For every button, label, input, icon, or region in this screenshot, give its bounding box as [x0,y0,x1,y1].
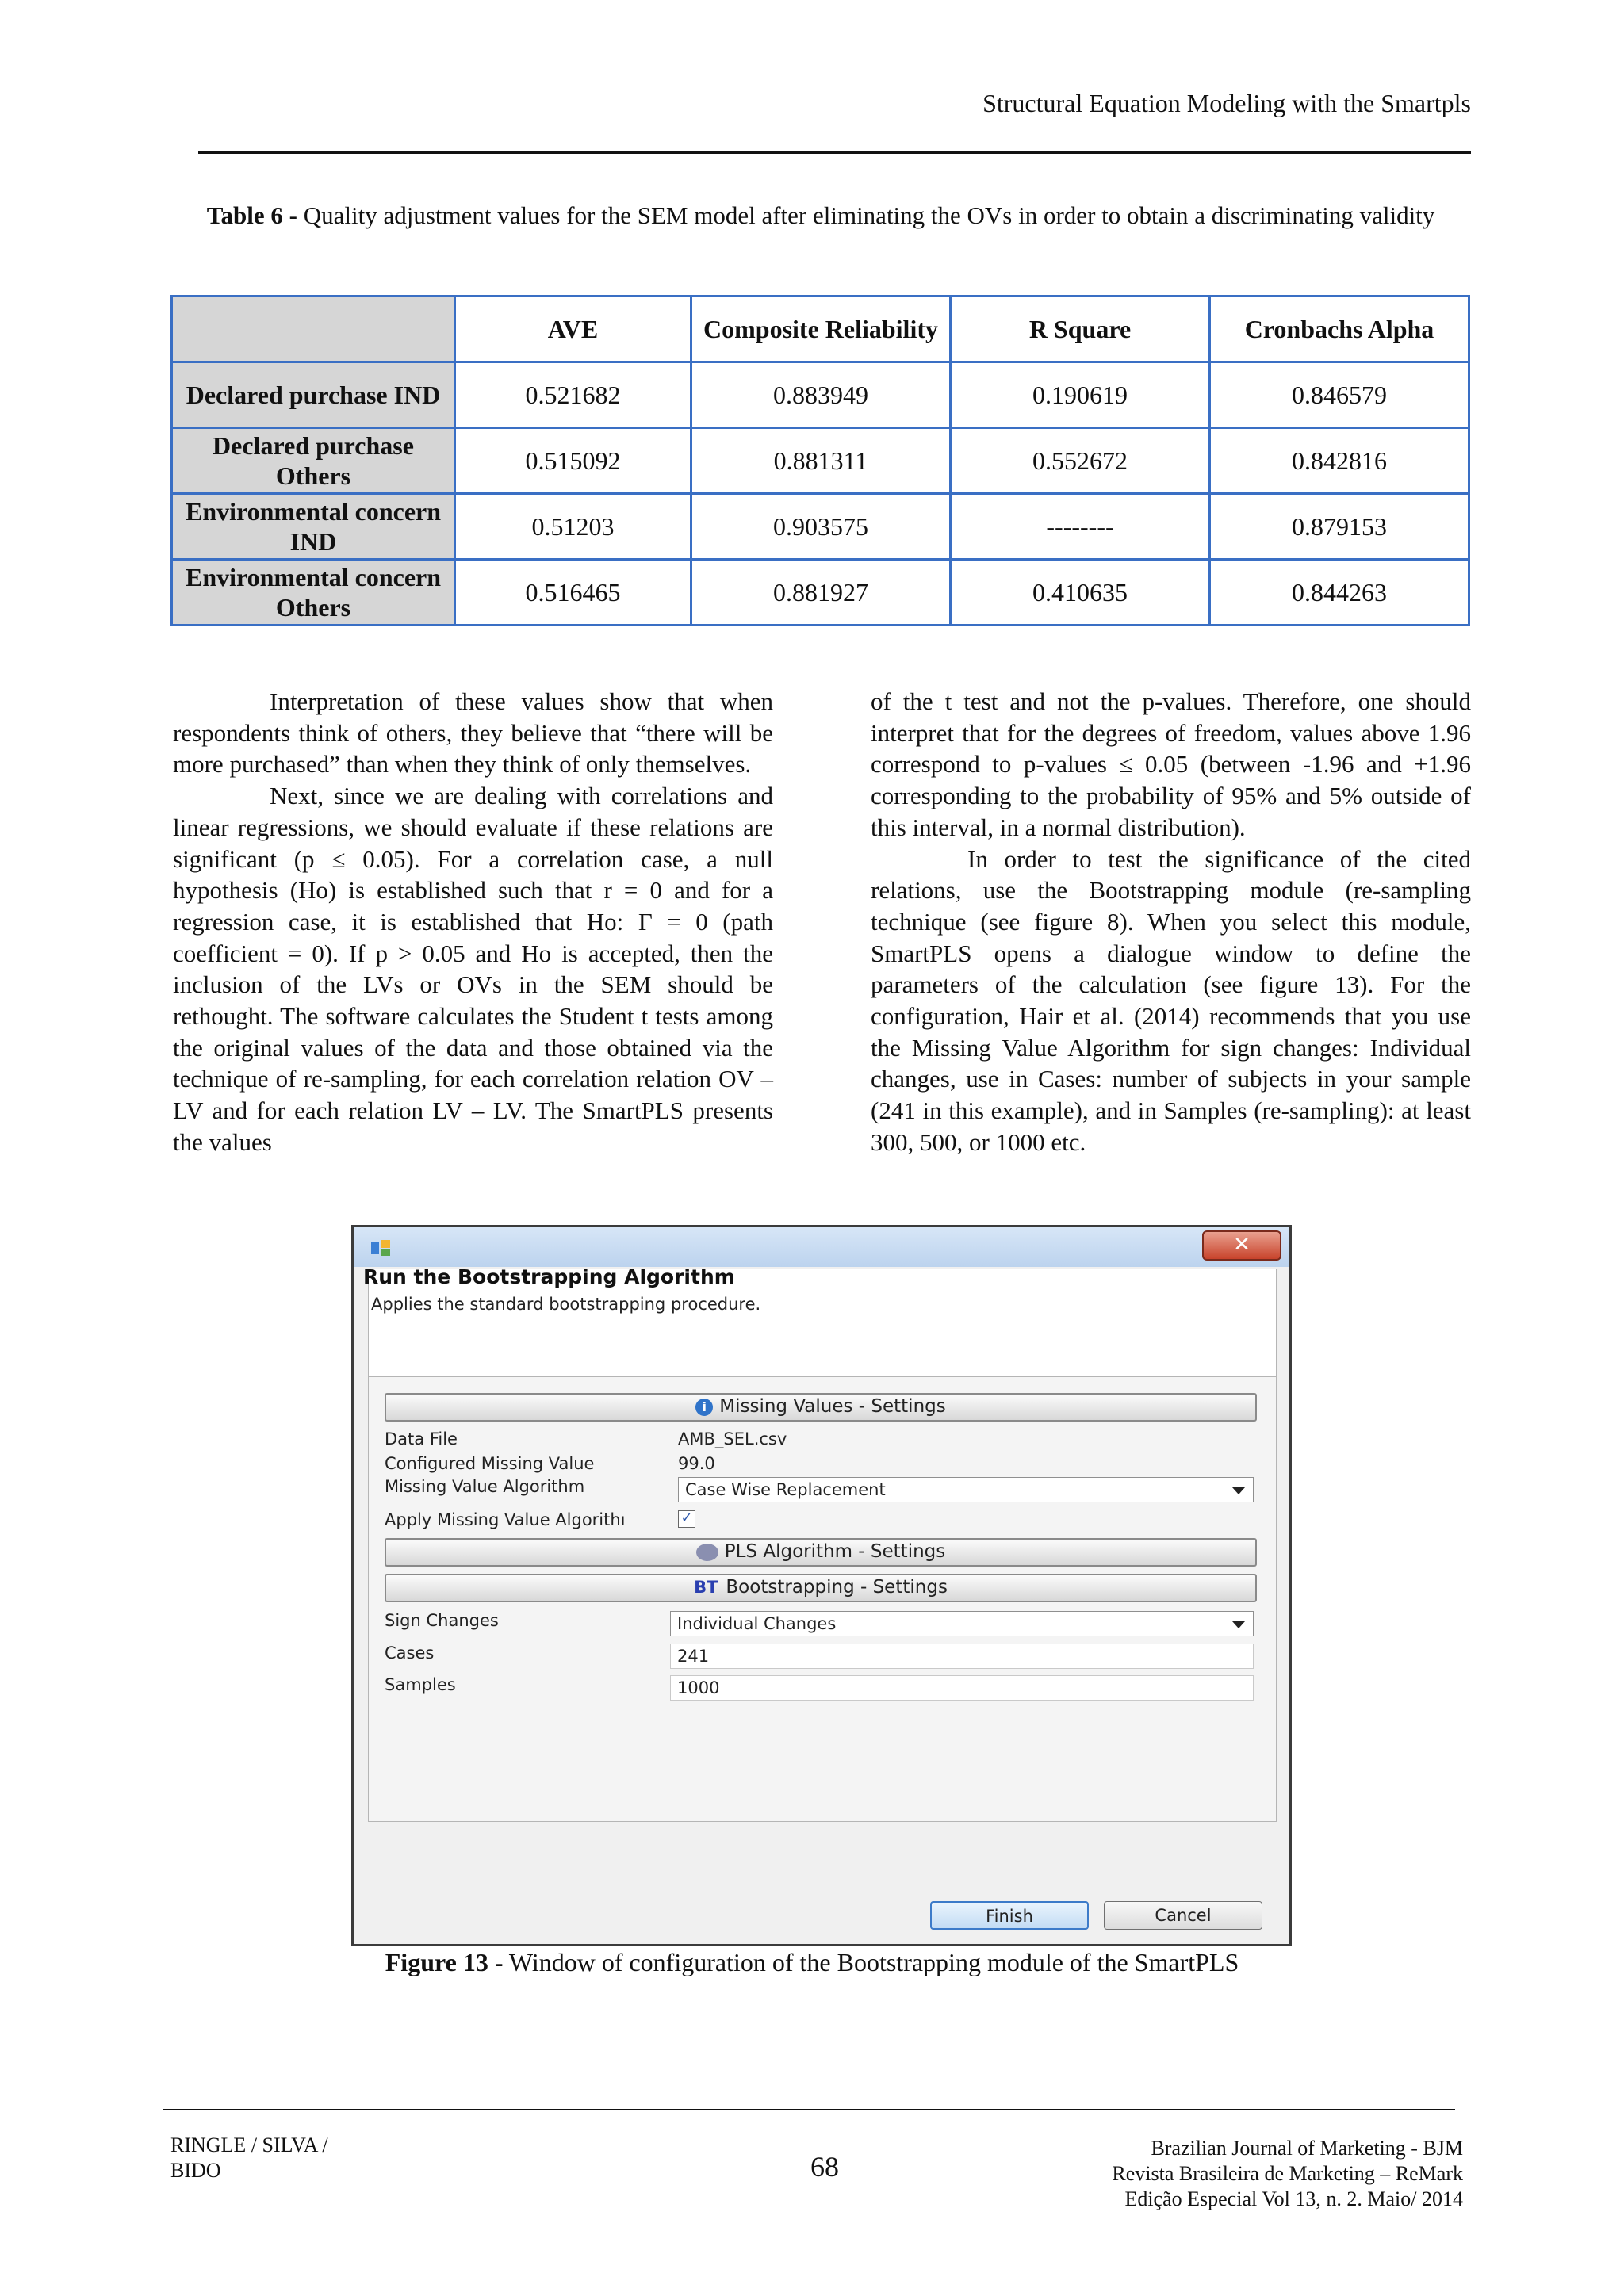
table-header-row [172,297,1469,362]
data-file-value: AMB_SEL.csv [678,1429,787,1448]
missing-algorithm-label: Missing Value Algorithm [385,1477,585,1496]
dialog-title: Run the Bootstrapping Algorithm [363,1265,735,1288]
table-cell: 0.903575 [691,494,951,560]
row-label: Declared purchase IND [172,362,455,428]
cases-input[interactable]: 241 [670,1644,1254,1669]
table-cell: 0.846579 [1210,362,1469,428]
section-label: Bootstrapping - Settings [726,1577,948,1598]
col-header-r-square: R Square [951,297,1210,362]
table-row [172,494,1469,560]
body-column-right [871,686,1471,1158]
table-corner-cell [172,297,455,362]
dialog-subtitle: Applies the standard bootstrapping procedure. [371,1295,761,1314]
finish-button[interactable]: Finish [930,1901,1089,1930]
footer-journal-line: Revista Brasileira de Marketing – ReMark [1112,2162,1463,2185]
page-number: 68 [810,2151,839,2183]
table-6-caption [170,200,1471,232]
select-value: Case Wise Replacement [685,1480,886,1499]
table-cell: 0.881927 [691,560,951,626]
apply-missing-label: Apply Missing Value Algorithı [385,1510,626,1529]
table-cell: 0.842816 [1210,428,1469,494]
header-rule [198,151,1471,154]
table-cell: 0.883949 [691,362,951,428]
pls-algorithm-section[interactable] [385,1538,1257,1567]
bootstrapping-section[interactable] [385,1574,1257,1602]
body-column-left [173,686,773,1158]
table-6-label: Table 6 - [206,201,297,229]
quality-table [170,295,1470,626]
footer-authors-line: BIDO [170,2159,221,2182]
row-label: Environmental concern IND [172,494,455,560]
configured-missing-label: Configured Missing Value [385,1454,595,1473]
table-cell: 0.881311 [691,428,951,494]
table-row [172,560,1469,626]
footer-journal-line: Brazilian Journal of Marketing - BJM [1151,2137,1463,2160]
app-icon [370,1238,392,1257]
samples-label: Samples [385,1675,456,1694]
paragraph: Next, since we are dealing with correlations and linear regressions, we should evaluate if these relations are significant (p ≤ 0.05). For a correlation case, a null hypothesis (Ho) is established such that r = 0 and for a regression case, it is established that Ho: Γ = 0 (path coefficient = 0). If p > 0.05 and Ho is accepted, then the inclusion of the LVs or OVs in the SEM should be rethought. The software calculates the Student t tests among the original values of the data and those obtained via the technique of re-sampling, for each correlation relation OV – LV and for each relation LV – LV. The SmartPLS presents the values [173,782,773,1156]
table-cell: 0.410635 [951,560,1210,626]
paragraph: of the t test and not the p-values. Therefore, one should interpret that for the degrees of freedom, values above 1.96 correspond to p-values ≤ 0.05 (between -1.96 and +1.96 corresponding to the probability of 95% and 5% outside of this interval, in a normal distribution). [871,687,1471,841]
row-label: Environmental concern Others [172,560,455,626]
table-cell: 0.879153 [1210,494,1469,560]
close-icon: ✕ [1233,1233,1251,1257]
table-cell: 0.51203 [455,494,691,560]
bootstrapping-dialog [351,1225,1292,1946]
close-button[interactable] [1202,1230,1281,1261]
select-value: Individual Changes [677,1614,837,1633]
figure-13-caption-text: Window of configuration of the Bootstrapping module of the SmartPLS [508,1948,1239,1976]
chevron-down-icon [1232,1621,1245,1628]
footer-authors [170,2133,328,2183]
col-header-composite-reliability: Composite Reliability [691,297,951,362]
check-icon: ✓ [680,1510,693,1526]
footer-journal-line: Edição Especial Vol 13, n. 2. Maio/ 2014 [1124,2187,1463,2210]
paragraph: In order to test the significance of the cited relations, use the Bootstrapping module (re-sampling technique (see figure 8). When you select this module, SmartPLS opens a dialogue window to define the parameters of the calculation (see figure 13). For the configuration, Hair et al. (2014) recommends that you use the Missing Value Algorithm for sign changes: Individual changes, use in Cases: number of subjects in your sample (241 in this example), and in Samples (re-sampling): at least 300, 500, or 1000 etc. [871,844,1471,1156]
col-header-ave: AVE [455,297,691,362]
configured-missing-value: 99.0 [678,1454,715,1473]
pls-algorithm-icon [696,1544,718,1561]
table-cell: 0.515092 [455,428,691,494]
table-cell: 0.190619 [951,362,1210,428]
section-label: Missing Values - Settings [719,1396,946,1417]
running-head: Structural Equation Modeling with the Smartpls [982,89,1471,117]
figure-13-label: Figure 13 - [385,1948,504,1976]
table-cell: 0.552672 [951,428,1210,494]
sign-changes-label: Sign Changes [385,1611,499,1630]
paragraph: Interpretation of these values show that when respondents think of others, they believe that “there will be more purchased” than when they think of only themselves. [173,687,773,779]
info-icon: i [695,1399,713,1416]
table-row [172,428,1469,494]
table-cell: 0.516465 [455,560,691,626]
table-cell: 0.844263 [1210,560,1469,626]
dialog-titlebar [354,1227,1289,1267]
bootstrapping-icon: BT [694,1578,718,1597]
dialog-body [368,1376,1277,1822]
missing-algorithm-select[interactable] [678,1477,1254,1502]
footer-journal [872,2136,1463,2212]
sign-changes-select[interactable] [670,1611,1254,1636]
apply-missing-checkbox[interactable] [678,1510,695,1528]
table-6-caption-text: Quality adjustment values for the SEM model after eliminating the OVs in order to obtain a discriminating validity [303,201,1435,229]
samples-input[interactable]: 1000 [670,1675,1254,1701]
table-row [172,362,1469,428]
data-file-label: Data File [385,1429,458,1448]
table-cell: 0.521682 [455,362,691,428]
col-header-cronbachs-alpha: Cronbachs Alpha [1210,297,1469,362]
footer-authors-line: RINGLE / SILVA / [170,2133,328,2156]
section-label: PLS Algorithm - Settings [724,1541,946,1562]
figure-13-caption [0,1948,1624,1977]
table-cell: -------- [951,494,1210,560]
row-label: Declared purchase Others [172,428,455,494]
cancel-button[interactable]: Cancel [1104,1901,1262,1930]
footer-rule [163,2109,1455,2110]
chevron-down-icon [1232,1487,1245,1494]
cases-label: Cases [385,1644,435,1663]
missing-values-section[interactable] [385,1393,1257,1422]
